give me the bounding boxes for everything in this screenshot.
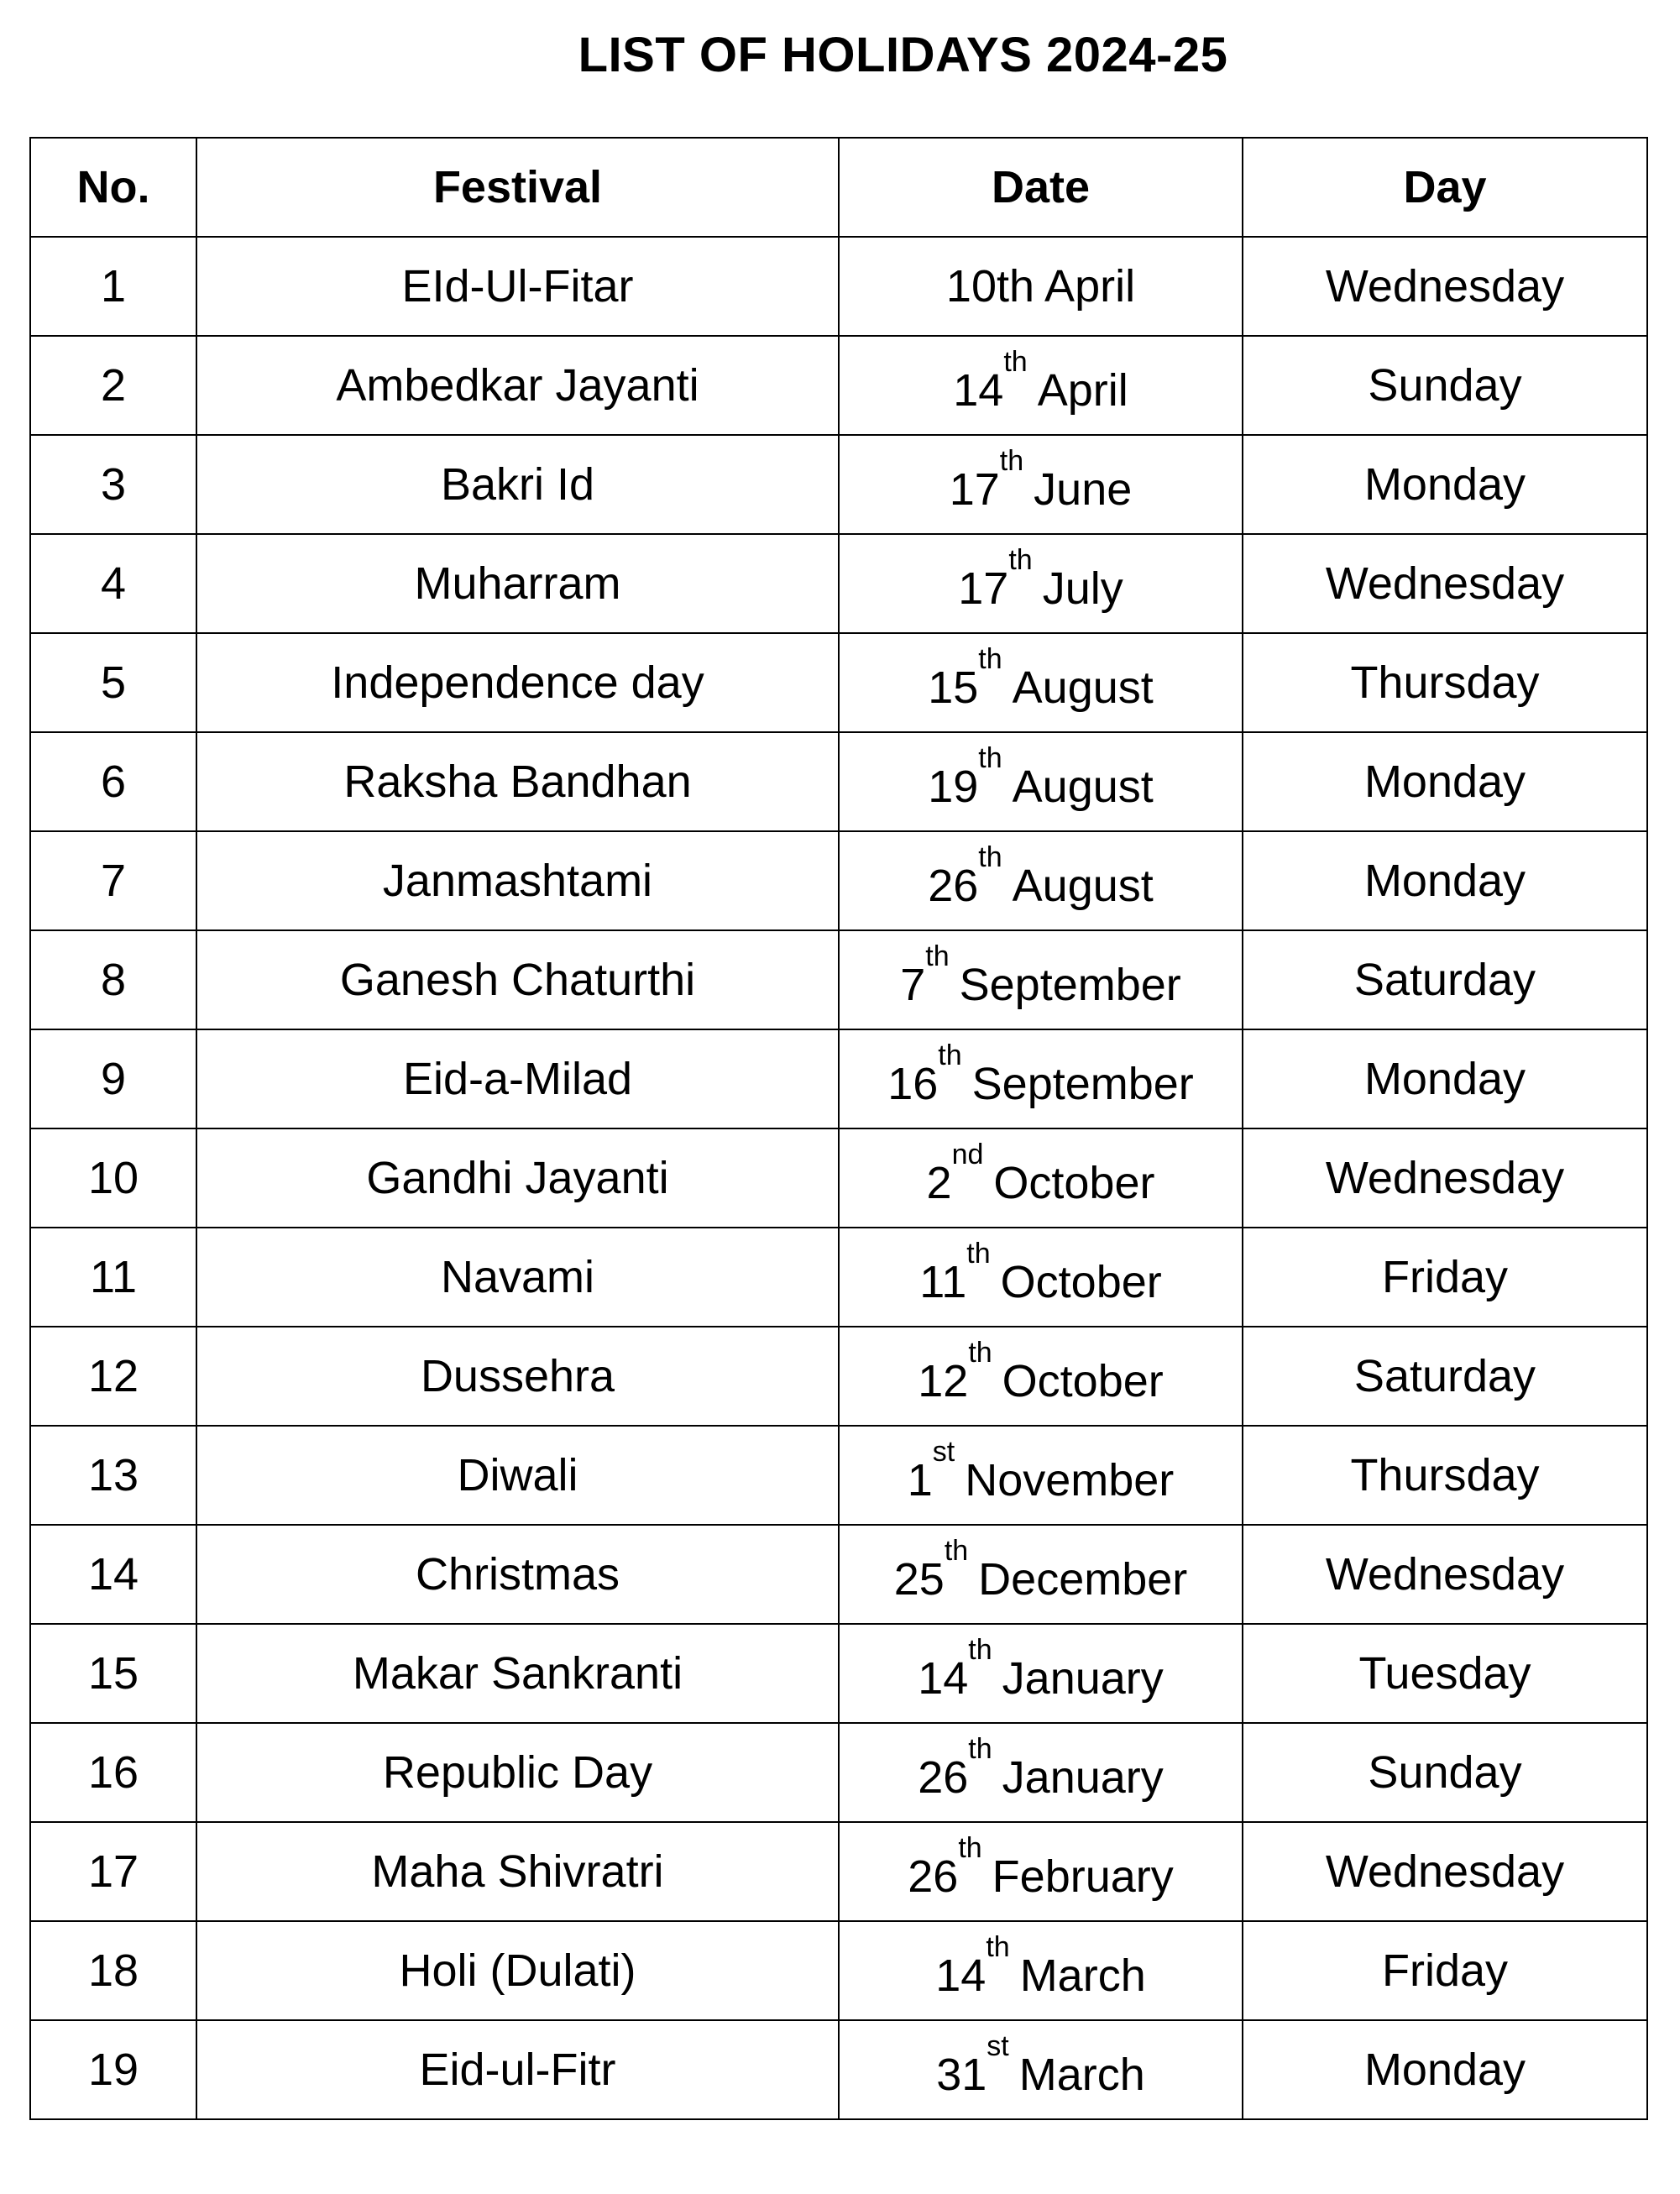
date-month: July <box>1042 563 1123 614</box>
date-month: April <box>1037 365 1128 416</box>
holiday-date <box>839 1525 1243 1624</box>
table-row <box>30 1327 1647 1426</box>
holiday-weekday: Wednesday <box>1243 534 1647 633</box>
holiday-festival: Dussehra <box>196 1327 839 1426</box>
table-row <box>30 1426 1647 1525</box>
holiday-table <box>29 137 1648 2120</box>
holiday-number: 8 <box>30 930 196 1029</box>
table-row <box>30 336 1647 435</box>
holiday-weekday: Wednesday <box>1243 1128 1647 1228</box>
table-row <box>30 1723 1647 1822</box>
date-ordinal-suffix: st <box>932 1436 955 1468</box>
holiday-weekday: Thursday <box>1243 633 1647 732</box>
holiday-weekday: Tuesday <box>1243 1624 1647 1723</box>
date-month: December <box>978 1554 1188 1605</box>
table-row <box>30 831 1647 930</box>
column-header-festival: Festival <box>196 138 839 237</box>
holiday-weekday: Monday <box>1243 2020 1647 2119</box>
date-month: October <box>1000 1257 1162 1307</box>
date-ordinal-suffix: th <box>925 940 950 972</box>
holiday-date <box>839 237 1243 336</box>
holiday-date <box>839 1921 1243 2020</box>
date-ordinal-suffix: th <box>968 1634 992 1666</box>
holiday-festival: Janmashtami <box>196 831 839 930</box>
holiday-date <box>839 534 1243 633</box>
holiday-table-body <box>30 237 1647 2119</box>
date-number: 14 <box>935 1951 987 2001</box>
date-number: 26 <box>928 861 979 911</box>
date-number: 17 <box>958 563 1009 614</box>
table-row <box>30 2020 1647 2119</box>
date-number: 15 <box>928 662 979 713</box>
date-number: 31 <box>936 2050 987 2100</box>
column-header-no: No. <box>30 138 196 237</box>
holiday-date <box>839 930 1243 1029</box>
table-row <box>30 1624 1647 1723</box>
date-number: 14 <box>918 1653 969 1704</box>
table-row <box>30 1921 1647 2020</box>
holiday-festival: Maha Shivratri <box>196 1822 839 1921</box>
holiday-number: 15 <box>30 1624 196 1723</box>
date-month: August <box>1012 861 1154 911</box>
holiday-number: 6 <box>30 732 196 831</box>
holiday-weekday: Sunday <box>1243 1723 1647 1822</box>
holiday-number: 13 <box>30 1426 196 1525</box>
date-ordinal-suffix: th <box>978 742 1002 774</box>
table-row <box>30 1128 1647 1228</box>
holiday-weekday: Wednesday <box>1243 1525 1647 1624</box>
table-row <box>30 1525 1647 1624</box>
date-month: February <box>992 1851 1174 1902</box>
date-month: March <box>1018 2050 1145 2100</box>
holiday-number: 11 <box>30 1228 196 1327</box>
holiday-number: 5 <box>30 633 196 732</box>
date-ordinal-suffix: th <box>1003 346 1028 378</box>
holiday-number: 10 <box>30 1128 196 1228</box>
date-ordinal-suffix: th <box>968 1337 992 1369</box>
date-ordinal-suffix: th <box>968 1733 992 1765</box>
date-month: March <box>1019 1951 1146 2001</box>
holiday-date <box>839 2020 1243 2119</box>
date-ordinal-suffix: th <box>986 1931 1010 1963</box>
date-number: 12 <box>918 1356 969 1406</box>
holiday-weekday: Monday <box>1243 435 1647 534</box>
date-number: 2 <box>926 1158 952 1208</box>
holiday-festival: Raksha Bandhan <box>196 732 839 831</box>
date-number: 25 <box>893 1554 945 1605</box>
date-number: 19 <box>928 762 979 812</box>
holiday-date <box>839 1128 1243 1228</box>
holiday-festival: Diwali <box>196 1426 839 1525</box>
holiday-number: 7 <box>30 831 196 930</box>
date-ordinal-suffix: th <box>978 643 1002 675</box>
holiday-number: 17 <box>30 1822 196 1921</box>
holiday-festival: Bakri Id <box>196 435 839 534</box>
holiday-date <box>839 732 1243 831</box>
table-header-row <box>30 138 1647 237</box>
date-number: 26 <box>918 1752 969 1803</box>
holiday-weekday: Monday <box>1243 1029 1647 1128</box>
date-ordinal-suffix: th <box>958 1832 982 1864</box>
holiday-weekday: Thursday <box>1243 1426 1647 1525</box>
date-ordinal-suffix: nd <box>951 1139 984 1170</box>
date-month: August <box>1012 762 1154 812</box>
date-month: August <box>1012 662 1154 713</box>
date-ordinal-suffix: th <box>999 445 1024 477</box>
holiday-number: 16 <box>30 1723 196 1822</box>
date-month: January <box>1002 1752 1164 1803</box>
holiday-festival: Christmas <box>196 1525 839 1624</box>
holiday-festival: Makar Sankranti <box>196 1624 839 1723</box>
holiday-festival: Republic Day <box>196 1723 839 1822</box>
column-header-date: Date <box>839 138 1243 237</box>
holiday-weekday: Monday <box>1243 732 1647 831</box>
holiday-number: 3 <box>30 435 196 534</box>
holiday-date <box>839 435 1243 534</box>
holiday-date <box>839 831 1243 930</box>
holiday-festival: Gandhi Jayanti <box>196 1128 839 1228</box>
holiday-date <box>839 633 1243 732</box>
date-month: June <box>1034 464 1133 515</box>
date-number: 11 <box>919 1257 967 1307</box>
holiday-festival: Independence day <box>196 633 839 732</box>
date-number: 26 <box>908 1851 959 1902</box>
holiday-number: 19 <box>30 2020 196 2119</box>
holiday-festival: Holi (Dulati) <box>196 1921 839 2020</box>
date-number: 16 <box>887 1059 939 1109</box>
table-row <box>30 633 1647 732</box>
date-ordinal-suffix: th <box>938 1039 962 1071</box>
table-row <box>30 1822 1647 1921</box>
holiday-number: 1 <box>30 237 196 336</box>
date-month: April <box>1044 261 1136 312</box>
table-row <box>30 930 1647 1029</box>
holiday-weekday: Wednesday <box>1243 1822 1647 1921</box>
date-number: 1 <box>907 1455 933 1505</box>
table-row <box>30 1029 1647 1128</box>
date-month: January <box>1002 1653 1164 1704</box>
holiday-festival: Eid-a-Milad <box>196 1029 839 1128</box>
table-row <box>30 435 1647 534</box>
holiday-weekday: Friday <box>1243 1921 1647 2020</box>
holiday-date <box>839 1822 1243 1921</box>
holiday-number: 14 <box>30 1525 196 1624</box>
page-title: LIST OF HOLIDAYS 2024-25 <box>578 28 1228 82</box>
date-month: November <box>965 1455 1175 1505</box>
holiday-date <box>839 1624 1243 1723</box>
holiday-number: 18 <box>30 1921 196 2020</box>
holiday-festival: Navami <box>196 1228 839 1327</box>
table-row <box>30 534 1647 633</box>
holiday-weekday: Friday <box>1243 1228 1647 1327</box>
holiday-date <box>839 1723 1243 1822</box>
date-month: September <box>971 1059 1194 1109</box>
date-number: 14 <box>953 365 1004 416</box>
date-ordinal-suffix: th <box>1008 544 1033 576</box>
holiday-festival: Ambedkar Jayanti <box>196 336 839 435</box>
table-row <box>30 1228 1647 1327</box>
table-row <box>30 237 1647 336</box>
holiday-number: 2 <box>30 336 196 435</box>
holiday-weekday: Saturday <box>1243 930 1647 1029</box>
holiday-date <box>839 336 1243 435</box>
date-number: 7 <box>900 960 926 1010</box>
date-month: October <box>993 1158 1155 1208</box>
column-header-day: Day <box>1243 138 1647 237</box>
date-ordinal-suffix: th <box>966 1238 991 1270</box>
holiday-weekday: Monday <box>1243 831 1647 930</box>
holiday-festival: Ganesh Chaturthi <box>196 930 839 1029</box>
date-ordinal-suffix: st <box>987 2030 1009 2062</box>
holiday-weekday: Saturday <box>1243 1327 1647 1426</box>
holiday-weekday: Wednesday <box>1243 237 1647 336</box>
holiday-weekday: Sunday <box>1243 336 1647 435</box>
holiday-festival: EId-Ul-Fitar <box>196 237 839 336</box>
date-month: October <box>1002 1356 1164 1406</box>
holiday-number: 9 <box>30 1029 196 1128</box>
holiday-festival: Eid-ul-Fitr <box>196 2020 839 2119</box>
holiday-number: 12 <box>30 1327 196 1426</box>
holiday-date <box>839 1029 1243 1128</box>
holiday-date <box>839 1228 1243 1327</box>
date-number: 17 <box>949 464 1000 515</box>
holiday-number: 4 <box>30 534 196 633</box>
holiday-date <box>839 1327 1243 1426</box>
holiday-festival: Muharram <box>196 534 839 633</box>
date-number: 10th <box>945 261 1035 312</box>
date-ordinal-suffix: th <box>944 1535 969 1567</box>
table-row <box>30 732 1647 831</box>
date-ordinal-suffix: th <box>978 841 1002 873</box>
date-month: September <box>959 960 1181 1010</box>
holiday-date <box>839 1426 1243 1525</box>
